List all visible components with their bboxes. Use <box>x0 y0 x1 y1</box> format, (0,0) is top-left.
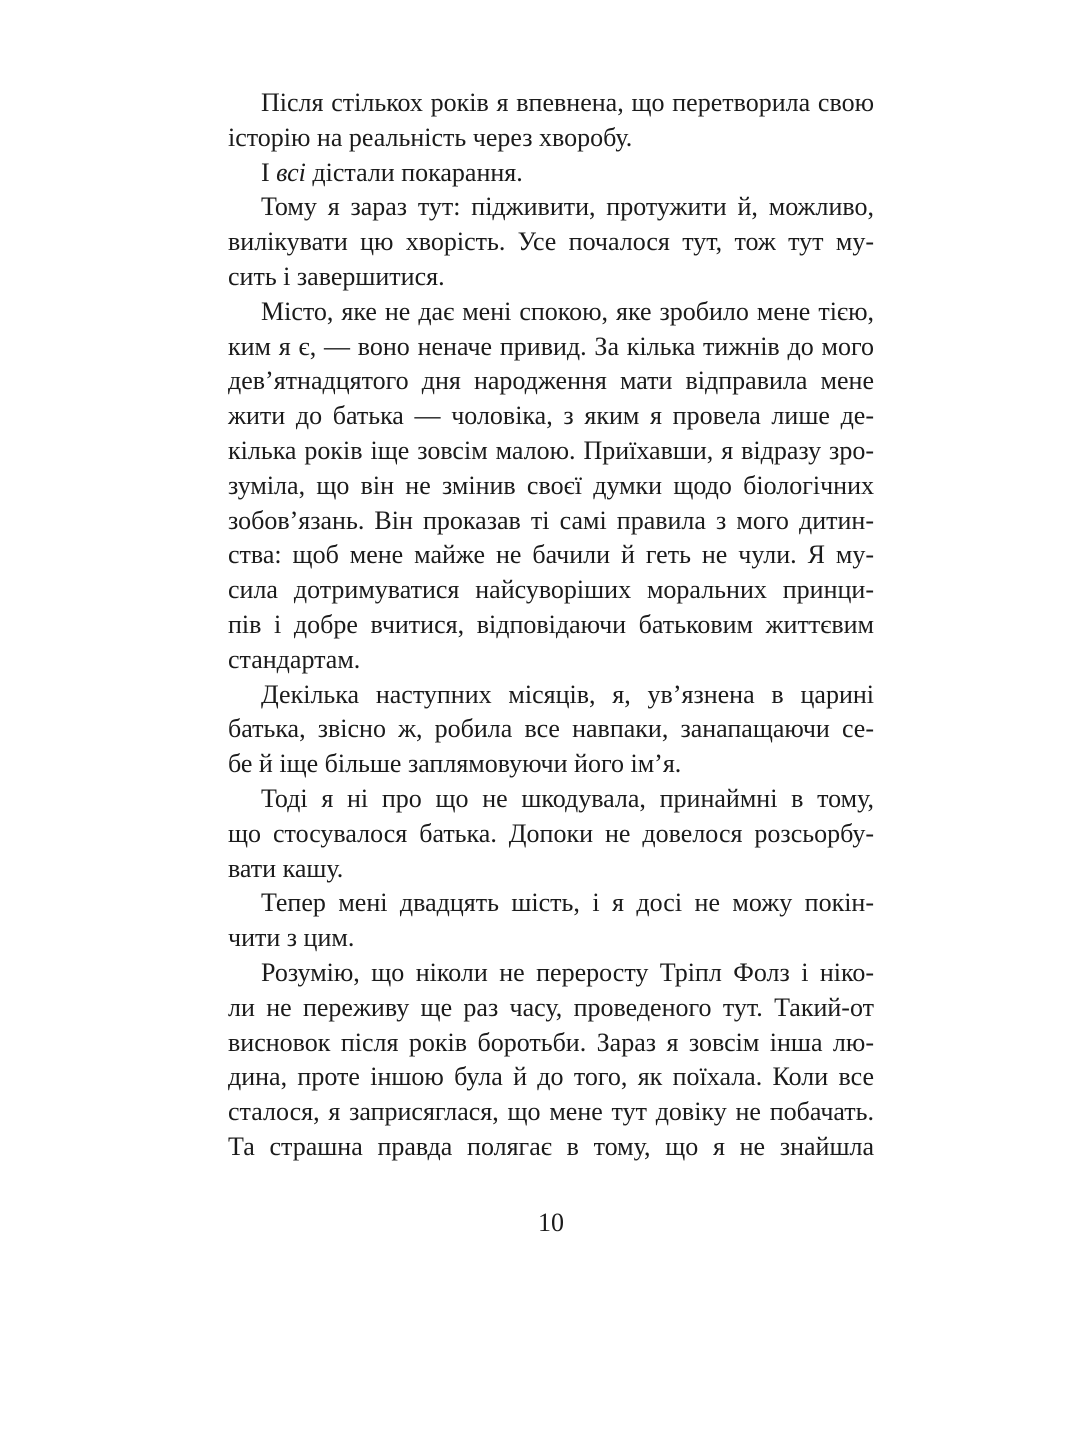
text-line: кілька років іще зовсім малою. Приїхавши, я відразу зро- <box>228 435 874 465</box>
text-line: що стосувалося батька. Допоки не довелося розсьорбу- <box>228 818 874 848</box>
page-body <box>228 86 874 1165</box>
paragraph <box>228 782 874 886</box>
text-line <box>228 156 874 191</box>
paragraph <box>228 156 874 191</box>
text-line: ства: щоб мене майже не бачили й геть не чули. Я му- <box>228 540 874 570</box>
text-line: батька, звісно ж, робила все навпаки, занапащаючи се- <box>228 714 874 744</box>
text-line: зобов’язань. Він проказав ті самі правила з мого дитин- <box>228 505 874 535</box>
text-line: пів і добре вчитися, відповідаючи батьковим життєвим <box>228 609 874 639</box>
text-line: дина, проте іншою була й до того, як поїхала. Коли все <box>228 1062 874 1092</box>
paragraph <box>228 86 874 156</box>
text-line: ким я є, — воно неначе привид. За кілька тижнів до мого <box>228 331 874 361</box>
text-line: Розумію, що ніколи не переросту Тріпл Фолз і ніко- <box>261 957 874 987</box>
italic-text: всі <box>276 157 306 187</box>
text-line: чити з цим. <box>228 923 355 953</box>
text-line: ли не переживу ще раз часу, проведеного тут. Такий-от <box>228 992 874 1022</box>
text-line: дев’ятнадцятого дня народження мати відправила мене <box>228 366 874 396</box>
text-line: Місто, яке не дає мені спокою, яке зробило мене тією, <box>261 296 874 326</box>
paragraph <box>228 886 874 956</box>
text-segment: І <box>261 157 277 187</box>
text-line: вати кашу. <box>228 853 344 883</box>
text-line: стандартам. <box>228 644 361 674</box>
text-line: історію на реальність через хворобу. <box>228 122 633 152</box>
paragraph <box>228 678 874 782</box>
text-line: Тоді я ні про що не шкодувала, принаймні в тому, <box>261 783 874 813</box>
text-line: Та страшна правда полягає в тому, що я не знайшла <box>228 1131 874 1161</box>
text-line: висновок після років боротьби. Зараз я зовсім інша лю- <box>228 1027 874 1057</box>
paragraph <box>228 956 874 1165</box>
text-line: сила дотримуватися найсуворіших моральних принци- <box>228 575 874 605</box>
paragraph <box>228 295 874 678</box>
text-line: Декілька наступних місяців, я, ув’язнена в царині <box>261 679 874 709</box>
text-line: жити до батька — чоловіка, з яким я провела лише де- <box>228 401 874 431</box>
text-line: вилікувати цю хворість. Усе почалося тут, тож тут му- <box>228 227 874 257</box>
paragraph <box>228 190 874 294</box>
text-line: сить і завершитися. <box>228 261 445 291</box>
text-line: зуміла, що він не змінив своєї думки щодо біологічних <box>228 470 874 500</box>
text-line: Після стількох років я впевнена, що перетворила свою <box>261 88 874 117</box>
page-number: 10 <box>538 1208 564 1237</box>
text-line: бе й іще більше заплямовуючи його ім’я. <box>228 749 682 779</box>
text-line: Тепер мені двадцять шість, і я досі не можу покін- <box>261 888 874 918</box>
text-line: сталося, я заприсяглася, що мене тут довіку не побачать. <box>228 1097 874 1127</box>
text-line: Тому я зараз тут: підживити, протужити й, можливо, <box>261 192 874 222</box>
text-segment: дістали покарання. <box>305 157 523 187</box>
